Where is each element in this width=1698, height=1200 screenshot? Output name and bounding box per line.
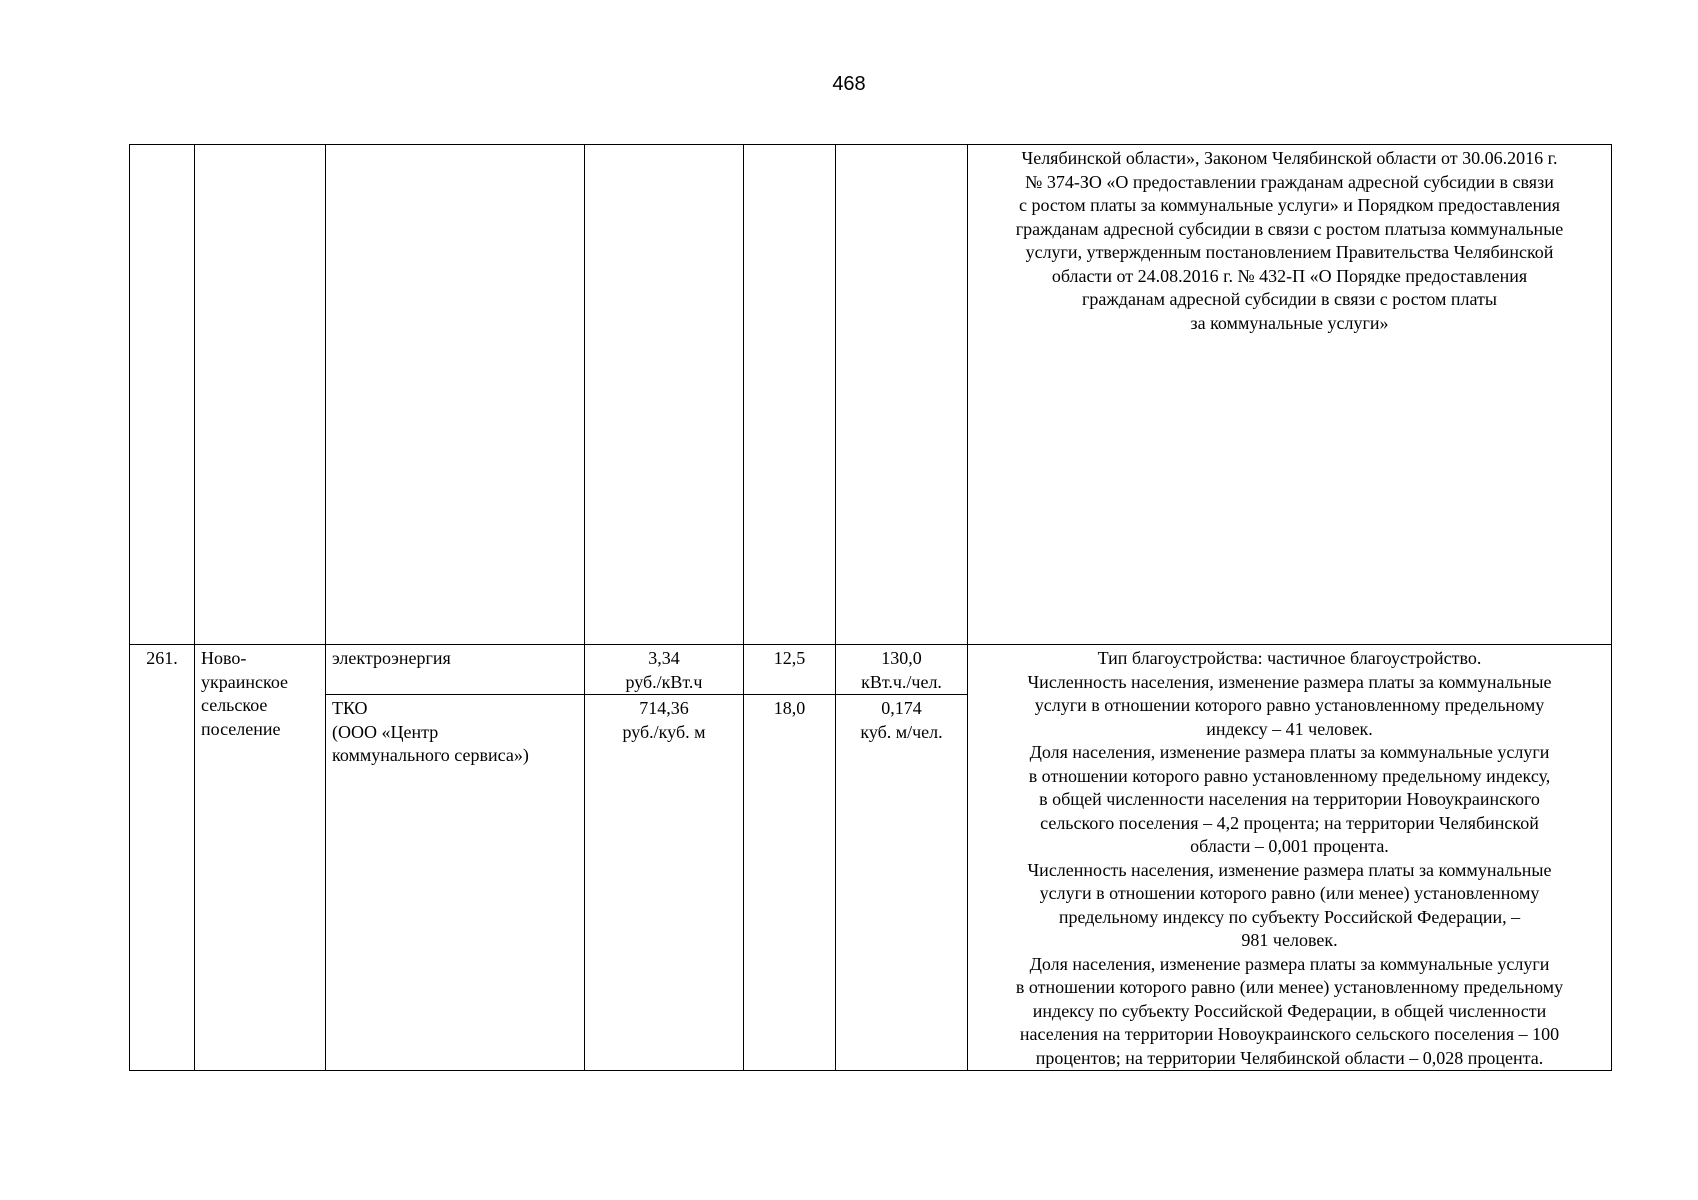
service-index: 18,0 — [744, 695, 836, 1071]
notes-line: области от 24.08.2016 г. № 432-П «О Порядке предоставления — [1051, 265, 1528, 286]
cell-number — [130, 145, 195, 645]
notes-line: с ростом платы за коммунальные услуги» и Порядком предоставления — [1018, 195, 1561, 215]
page-number: 468 — [832, 73, 866, 95]
notes-line: гражданам адресной субсидии в связи с ростом платыза коммунальные — [1015, 218, 1564, 239]
notes-line: Численность населения, изменение размера платы за коммунальные — [1027, 859, 1552, 880]
service-norm: 0,174 куб. м/чел. — [836, 695, 968, 1071]
service-tariff: 3,34 руб./кВт.ч — [585, 645, 744, 695]
row-number: 261. — [130, 645, 195, 1071]
notes-line: предельному индексу по субъекту Российской Федерации, – — [1058, 906, 1521, 927]
notes-line: индексу по субъекту Российской Федерации, в общей численности — [1032, 1000, 1547, 1021]
notes-line: сельского поселения – 4,2 процента; на территории Челябинской — [1040, 812, 1539, 833]
service-index: 12,5 — [744, 645, 836, 695]
cell-notes — [968, 145, 1612, 645]
notes-line: Тип благоустройства: частичное благоустройство. — [1097, 648, 1482, 668]
notes-line: процентов; на территории Челябинской области – 0,028 процента. — [1035, 1047, 1544, 1068]
cell-tariff — [585, 145, 744, 645]
notes-line: населения на территории Новоукраинского сельского поселения – 100 — [1019, 1024, 1560, 1044]
row-261-notes — [968, 645, 1612, 1071]
notes-line: области – 0,001 процента. — [1190, 836, 1389, 856]
service-tariff: 714,36 руб./куб. м — [585, 695, 744, 1071]
cell-settlement — [195, 145, 326, 645]
notes-line: Доля населения, изменение размера платы за коммунальные услуги — [1029, 742, 1550, 762]
notes-line: Челябинской области», Законом Челябинской области от 30.06.2016 г. — [1021, 148, 1558, 168]
notes-line: услуги, утвержденным постановлением Правительства Челябинской — [1025, 242, 1554, 262]
table-row-continuation — [130, 145, 1612, 645]
service-name: ТКО (ООО «Центр коммунального сервиса») — [326, 695, 585, 1071]
notes-line: 981 человек. — [1241, 930, 1338, 950]
cell-service — [326, 145, 585, 645]
notes-line: № 374-ЗО «О предоставлении гражданам адресной субсидии в связи — [1025, 171, 1554, 192]
notes-line: в общей численности населения на территории Новоукраинского — [1039, 789, 1540, 809]
notes-line: индексу – 41 человек. — [1206, 718, 1373, 739]
service-name: электроэнергия — [326, 645, 585, 695]
notes-line: за коммунальные услуги» — [1190, 312, 1389, 333]
notes-line: Доля населения, изменение размера платы за коммунальные услуги — [1029, 953, 1550, 974]
notes-line: гражданам адресной субсидии в связи с ростом платы — [1081, 289, 1497, 309]
notes-line: в отношении которого равно (или менее) установленному предельному — [1015, 977, 1564, 997]
tariff-table — [129, 144, 1612, 1071]
notes-line: Численность населения, изменение размера платы за коммунальные — [1027, 671, 1552, 692]
cell-index — [744, 145, 836, 645]
notes-line: в отношении которого равно установленному предельному индексу, — [1028, 765, 1551, 786]
table-row-261-electricity — [130, 645, 1612, 695]
cell-norm — [836, 145, 968, 645]
settlement-name: Ново- украинское сельское поселение — [195, 645, 326, 1071]
notes-line: услуги в отношении которого равно (или менее) установленному — [1039, 883, 1540, 903]
service-norm: 130,0 кВт.ч./чел. — [836, 645, 968, 695]
notes-line: услуги в отношении которого равно установленному предельному — [1034, 695, 1545, 715]
